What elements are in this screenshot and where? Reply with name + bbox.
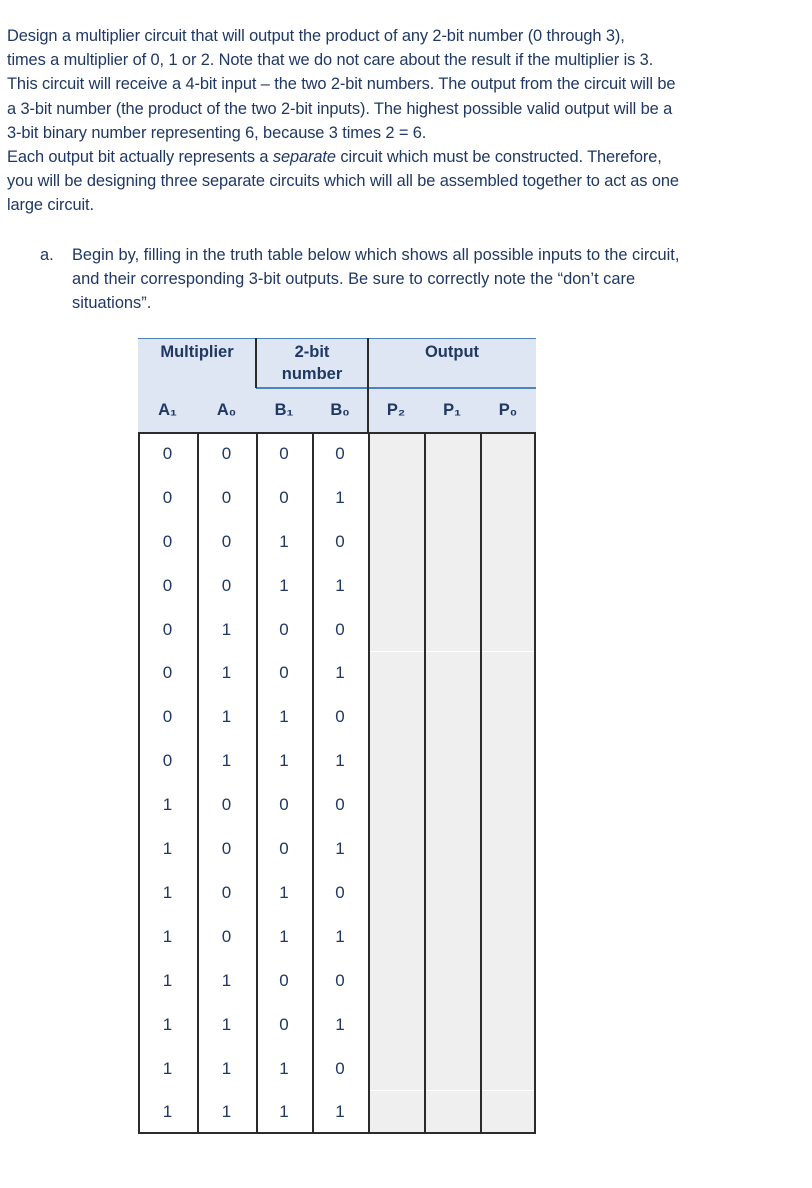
input-cell: 0 <box>279 487 289 507</box>
output-cell[interactable] <box>480 1003 536 1047</box>
output-cell[interactable] <box>424 871 480 915</box>
column-header: P₀ <box>498 401 518 419</box>
list-marker: a. <box>40 246 54 264</box>
output-cell[interactable] <box>368 871 424 915</box>
input-cell: 1 <box>221 1102 232 1122</box>
input-cell: 0 <box>335 443 345 463</box>
input-cell: 0 <box>279 619 289 639</box>
intro-line: a 3-bit number (the product of the two 2-bit inputs). The highest possible valid output will be a <box>7 99 673 118</box>
output-cell[interactable] <box>480 608 536 652</box>
output-cell[interactable] <box>480 476 536 520</box>
grid-line <box>368 432 370 1134</box>
output-cell[interactable] <box>424 959 480 1003</box>
input-cell: 0 <box>162 751 173 771</box>
output-cell[interactable] <box>424 608 480 652</box>
input-cell: 1 <box>279 575 289 595</box>
output-cell[interactable] <box>368 652 424 696</box>
input-cell: 0 <box>162 707 173 727</box>
input-cell: 0 <box>162 619 173 639</box>
output-cell[interactable] <box>424 827 480 871</box>
output-cell[interactable] <box>480 783 536 827</box>
output-cell[interactable] <box>368 520 424 564</box>
header-divider <box>367 338 369 432</box>
column-header: B₀ <box>330 401 350 419</box>
input-cell: 0 <box>221 443 232 463</box>
output-cell[interactable] <box>368 959 424 1003</box>
output-cell[interactable] <box>424 1003 480 1047</box>
input-cell: 1 <box>162 1014 173 1034</box>
input-cell: 0 <box>221 487 232 507</box>
input-cell: 0 <box>279 970 289 990</box>
grid-line <box>197 432 199 1134</box>
output-cell[interactable] <box>368 1091 424 1135</box>
problem-statement <box>7 24 807 218</box>
input-cell: 1 <box>335 926 345 946</box>
column-header: A₀ <box>216 401 237 419</box>
input-cell: 1 <box>162 882 173 902</box>
header-rule <box>138 338 536 339</box>
input-cell: 1 <box>335 487 345 507</box>
input-cell: 0 <box>279 663 289 683</box>
header-2bit-number <box>256 338 368 388</box>
input-cell: 1 <box>279 707 289 727</box>
input-cell: 0 <box>162 663 173 683</box>
header-2bit-line2: number <box>281 365 343 383</box>
output-cell[interactable] <box>480 915 536 959</box>
input-cell: 1 <box>335 575 345 595</box>
output-cell[interactable] <box>368 827 424 871</box>
output-cell[interactable] <box>368 476 424 520</box>
intro-line <box>7 145 807 169</box>
input-cell: 0 <box>279 1014 289 1034</box>
output-cell[interactable] <box>424 520 480 564</box>
input-cell: 1 <box>335 1102 345 1122</box>
input-cell: 1 <box>279 531 289 551</box>
input-cell: 0 <box>335 1058 345 1078</box>
intro-line: you will be designing three separate circuits which will all be assembled together to act as one <box>7 172 679 191</box>
output-cell[interactable] <box>480 871 536 915</box>
input-cell: 0 <box>162 575 173 595</box>
header-2bit-line1: 2-bit <box>294 343 330 361</box>
grid-line <box>424 432 426 1134</box>
truth-table <box>138 338 536 1134</box>
input-cell: 0 <box>221 882 232 902</box>
output-cell[interactable] <box>480 959 536 1003</box>
input-cell: 1 <box>221 707 232 727</box>
input-cell: 0 <box>335 882 345 902</box>
input-cell: 0 <box>279 839 289 859</box>
input-cell: 1 <box>279 1102 289 1122</box>
input-cell: 0 <box>279 443 289 463</box>
output-cell[interactable] <box>424 783 480 827</box>
input-cell: 1 <box>162 1102 173 1122</box>
input-cell: 1 <box>221 619 232 639</box>
input-cell: 1 <box>221 751 232 771</box>
input-cell: 1 <box>221 970 232 990</box>
grid-line <box>312 432 314 1134</box>
output-cell[interactable] <box>424 652 480 696</box>
output-cell[interactable] <box>368 432 424 476</box>
output-cell[interactable] <box>368 564 424 608</box>
input-cell: 1 <box>335 663 345 683</box>
input-cell: 0 <box>279 795 289 815</box>
input-cell: 1 <box>221 663 232 683</box>
output-cell[interactable] <box>424 739 480 783</box>
output-cell[interactable] <box>368 739 424 783</box>
input-cell: 1 <box>335 839 345 859</box>
input-cell: 1 <box>279 1058 289 1078</box>
input-cell: 1 <box>162 795 173 815</box>
input-cell: 1 <box>279 751 289 771</box>
input-cell: 1 <box>335 1014 345 1034</box>
output-cell[interactable] <box>480 695 536 739</box>
output-cell[interactable] <box>480 432 536 476</box>
intro-text: Each output bit actually represents a <box>7 148 273 167</box>
grid-line <box>256 432 258 1134</box>
input-cell: 1 <box>162 1058 173 1078</box>
header-multiplier: Multiplier <box>160 343 234 361</box>
output-cell[interactable] <box>368 1003 424 1047</box>
input-cell: 0 <box>162 487 173 507</box>
input-cell: 0 <box>221 575 232 595</box>
output-cell[interactable] <box>424 1047 480 1091</box>
input-cell: 0 <box>162 443 173 463</box>
input-cell: 1 <box>221 1014 232 1034</box>
output-cell[interactable] <box>480 1091 536 1135</box>
input-cell: 0 <box>335 795 345 815</box>
column-header: B₁ <box>274 401 294 419</box>
output-cell[interactable] <box>424 695 480 739</box>
column-header: A₁ <box>158 401 177 419</box>
input-cell: 1 <box>162 970 173 990</box>
task-line: and their corresponding 3-bit outputs. Be sure to correctly note the “don’t care <box>72 270 636 289</box>
input-cell: 0 <box>335 619 345 639</box>
intro-line: Design a multiplier circuit that will output the product of any 2-bit number (0 through 3), <box>7 27 625 45</box>
column-header: P₁ <box>443 401 461 419</box>
input-cell: 0 <box>335 707 345 727</box>
output-cell[interactable] <box>424 432 480 476</box>
grid-line <box>138 432 140 1134</box>
output-cell[interactable] <box>480 739 536 783</box>
input-cell: 1 <box>279 882 289 902</box>
input-cell: 0 <box>335 970 345 990</box>
input-cell: 0 <box>335 531 345 551</box>
output-cell[interactable] <box>480 1047 536 1091</box>
intro-emphasis: separate <box>272 148 336 167</box>
output-cell[interactable] <box>424 1091 480 1135</box>
grid-line <box>534 432 536 1134</box>
intro-line: 3-bit binary number representing 6, because 3 times 2 = 6. <box>7 123 427 142</box>
input-cell: 0 <box>221 795 232 815</box>
input-cell: 1 <box>162 926 173 946</box>
header-output: Output <box>424 343 480 361</box>
input-cell: 0 <box>221 926 232 946</box>
input-cell: 0 <box>221 531 232 551</box>
input-cell: 0 <box>221 839 232 859</box>
output-cell[interactable] <box>424 915 480 959</box>
output-cell[interactable] <box>480 564 536 608</box>
intro-text: circuit which must be constructed. Therefore, <box>335 148 662 167</box>
header-rule <box>256 387 368 389</box>
header-divider <box>255 338 257 388</box>
output-cell[interactable] <box>368 608 424 652</box>
input-cell: 1 <box>279 926 289 946</box>
output-cell[interactable] <box>368 1047 424 1091</box>
input-cell: 1 <box>162 839 173 859</box>
intro-line: times a multiplier of 0, 1 or 2. Note that we do not care about the result if the multiplier is 3. <box>7 51 654 70</box>
output-cell[interactable] <box>424 476 480 520</box>
output-cell[interactable] <box>480 652 536 696</box>
output-cell[interactable] <box>368 915 424 959</box>
output-cell[interactable] <box>480 520 536 564</box>
output-cell[interactable] <box>368 783 424 827</box>
header-rule <box>368 387 536 389</box>
grid-line <box>480 432 482 1134</box>
task-line: situations”. <box>72 294 152 313</box>
column-header: P₂ <box>386 401 406 419</box>
output-cell[interactable] <box>480 827 536 871</box>
input-cell: 1 <box>221 1058 232 1078</box>
intro-line: This circuit will receive a 4-bit input – the two 2-bit numbers. The output from the circuit will be <box>7 75 676 94</box>
task-line: Begin by, filling in the truth table below which shows all possible inputs to the circuit, <box>72 246 680 264</box>
output-cell[interactable] <box>424 564 480 608</box>
input-cell: 0 <box>162 531 173 551</box>
output-cell[interactable] <box>368 695 424 739</box>
intro-line: large circuit. <box>7 196 94 215</box>
input-cell: 1 <box>335 751 345 771</box>
